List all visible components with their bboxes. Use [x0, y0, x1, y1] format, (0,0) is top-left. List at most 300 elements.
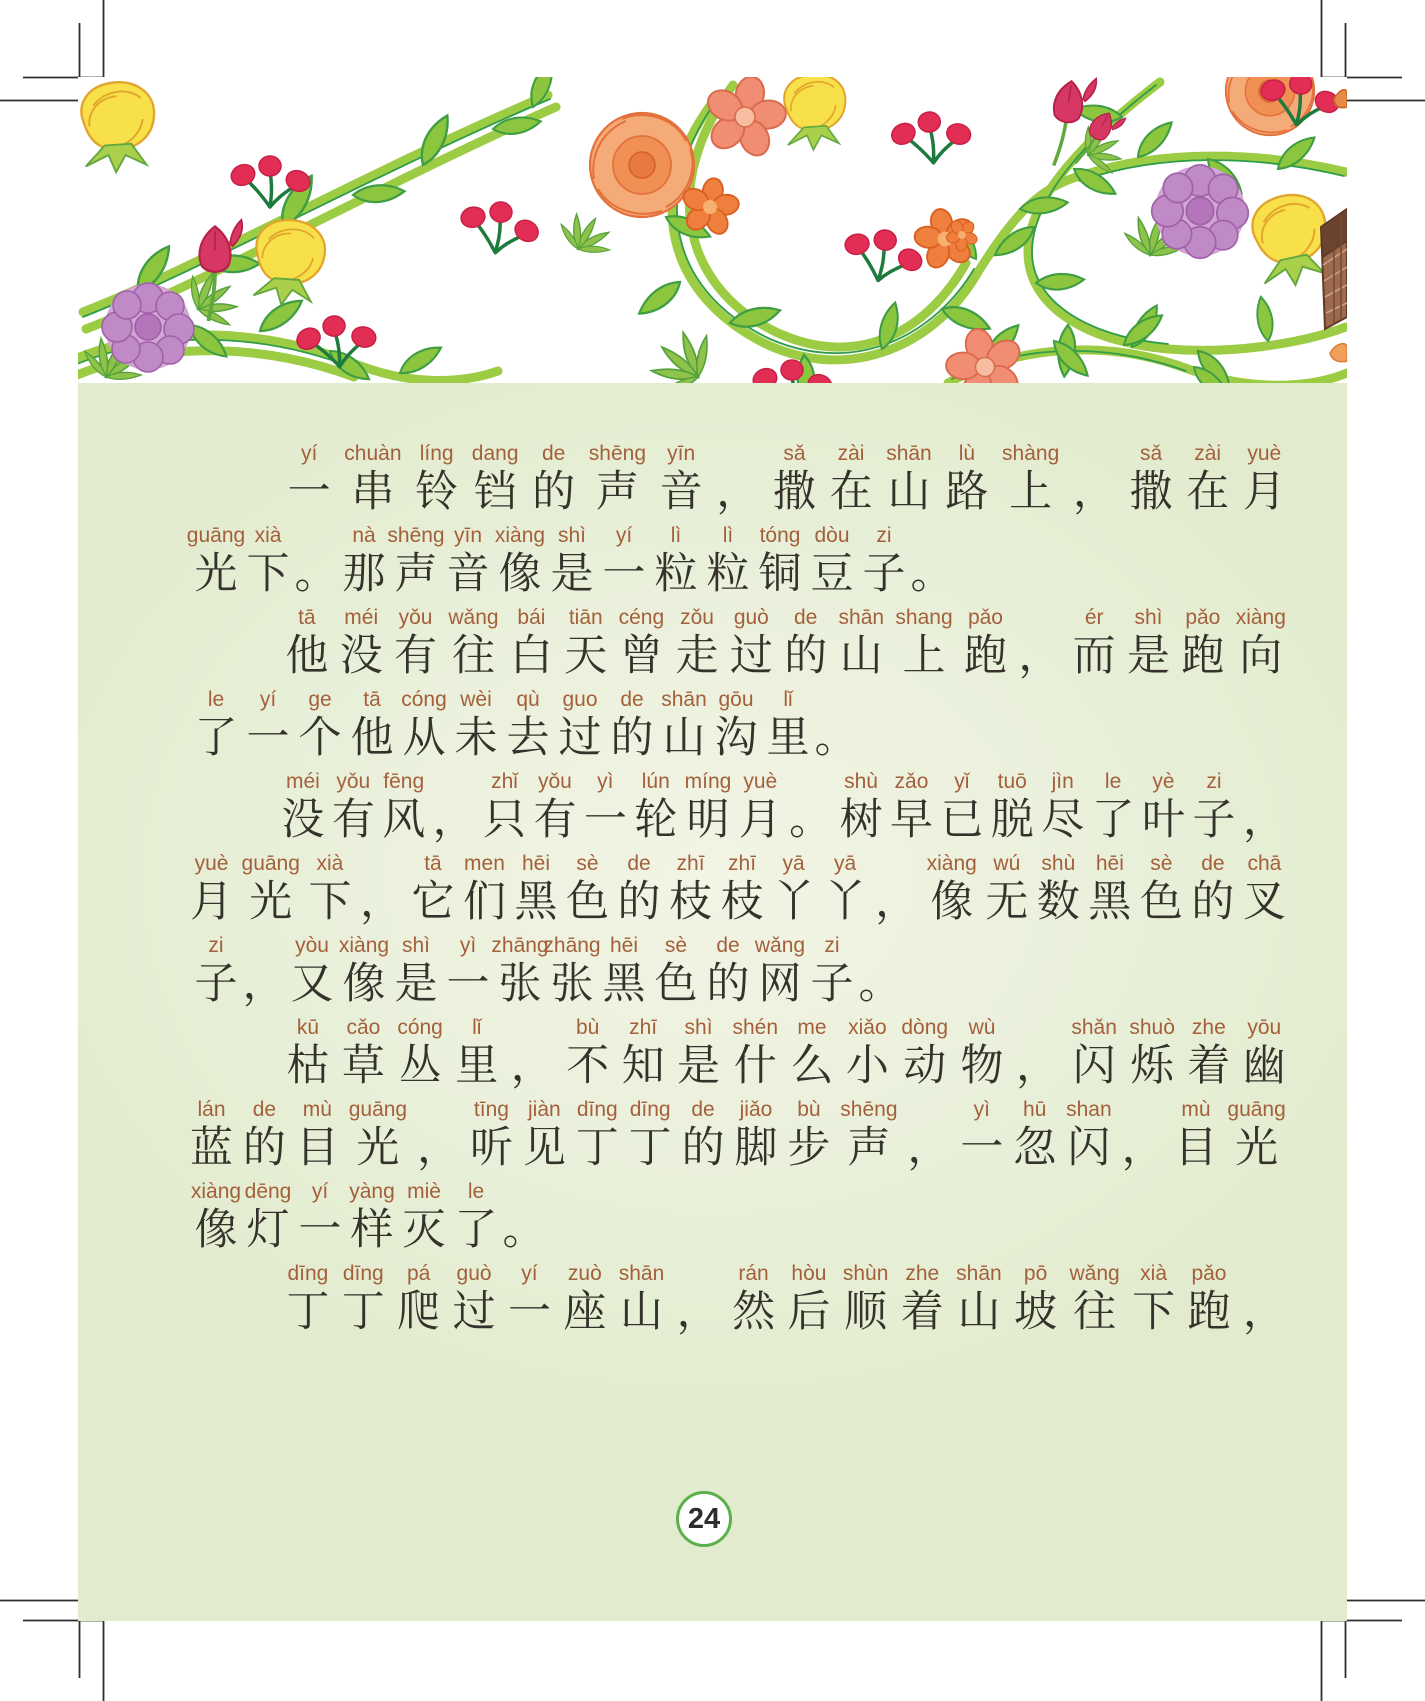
pinyin-text: pǎo [1191, 1262, 1227, 1285]
ruby-unit [682, 1097, 725, 1177]
hanzi-text: 。 [910, 551, 954, 598]
hanzi-text: 里 [766, 715, 810, 762]
pinyin-text: lù [958, 442, 976, 465]
ruby-unit [415, 441, 458, 521]
pinyin-text: shuò [1129, 1016, 1175, 1039]
pinyin-text: xiàng [190, 1180, 242, 1203]
pinyin-text: shì [401, 934, 430, 957]
hanzi-text: 子 [810, 961, 854, 1008]
hanzi-text: 蓝 [190, 1125, 233, 1172]
hanzi-text: 枝 [720, 879, 764, 926]
pinyin-text: de [1201, 852, 1225, 875]
pinyin-text: lì [722, 524, 734, 547]
hanzi-text: ， [242, 961, 286, 1008]
pinyin-text: tā [424, 852, 442, 875]
pinyin-text: shǎn [1071, 1016, 1117, 1039]
ruby-unit [840, 1097, 897, 1177]
text-row [190, 1259, 1286, 1341]
hanzi-text: 像 [194, 1207, 238, 1254]
hanzi-text: 样 [350, 1207, 394, 1254]
hanzi-text: 沟 [714, 715, 758, 762]
pinyin-text: guò [733, 606, 769, 629]
hanzi-text: 它 [411, 879, 455, 926]
hanzi-text: 串 [351, 469, 395, 516]
pinyin-text: rán [738, 1262, 769, 1285]
hanzi-text: 尽 [1041, 797, 1085, 844]
pinyin-text: shùn [842, 1262, 889, 1285]
pinyin-text: shān [838, 606, 885, 629]
hanzi-text: 了 [454, 1207, 498, 1254]
ruby-unit [830, 441, 873, 521]
hanzi-text: 了 [194, 715, 238, 762]
hanzi-text: 子 [1192, 797, 1236, 844]
pinyin-text: gōu [718, 688, 754, 711]
pinyin-text: yā [834, 852, 857, 875]
pinyin-text: guò [456, 1262, 492, 1285]
ruby-unit [945, 441, 988, 521]
hanzi-text: 铛 [473, 469, 517, 516]
ruby-unit [806, 523, 858, 603]
hanzi-text: 丛 [398, 1043, 442, 1090]
hanzi-text: ， [1242, 1289, 1286, 1336]
hanzi-text: 上 [902, 633, 946, 680]
ruby-unit [190, 1179, 242, 1259]
hanzi-text: 一 [298, 1207, 342, 1254]
pinyin-text: dòu [814, 524, 850, 547]
hanzi-text: 的 [242, 1125, 286, 1172]
pinyin-text: guāng [1227, 1098, 1286, 1121]
ruby-unit [772, 851, 815, 931]
hanzi-text: 而 [1072, 633, 1116, 680]
hanzi-text: 灯 [246, 1207, 290, 1254]
hanzi-text: 里 [455, 1043, 499, 1090]
ruby-unit [242, 687, 294, 767]
pinyin-text: tā [298, 606, 316, 629]
ruby-unit [398, 687, 450, 767]
hanzi-text: 步 [787, 1125, 831, 1172]
pinyin-text: zhī [676, 852, 705, 875]
hanzi-text: 只 [483, 797, 527, 844]
pinyin-text: tīng [473, 1098, 509, 1121]
hanzi-text: 一 [960, 1125, 1004, 1172]
ruby-unit [677, 1261, 720, 1341]
ruby-unit [721, 851, 764, 931]
hanzi-text: 灭 [402, 1207, 446, 1254]
hanzi-text: 像 [342, 961, 386, 1008]
ruby-unit [676, 605, 719, 685]
hanzi-text: 一 [602, 551, 646, 598]
pinyin-text: shān [956, 1262, 1002, 1285]
ruby-unit [448, 605, 498, 685]
ruby-unit [242, 851, 300, 931]
ruby-unit [1243, 769, 1286, 849]
hanzi-text: 黑 [602, 961, 646, 1008]
pinyin-text: yí [521, 1262, 538, 1285]
hanzi-text: 草 [341, 1043, 385, 1090]
hanzi-text: 粒 [654, 551, 698, 598]
pinyin-text: cóng [397, 1016, 443, 1039]
ruby-unit [546, 523, 598, 603]
hanzi-text: ， [510, 1043, 554, 1090]
ruby-unit [1092, 769, 1135, 849]
ruby-unit [910, 523, 954, 603]
pinyin-text: pǎo [967, 606, 1003, 629]
hanzi-text: 是 [394, 961, 438, 1008]
pinyin-text: de [252, 1098, 277, 1121]
hanzi-text: 上 [1009, 469, 1053, 516]
ruby-unit [186, 523, 246, 603]
ruby-unit [901, 1261, 944, 1341]
ruby-unit [677, 1015, 720, 1095]
hanzi-text: 月 [190, 879, 233, 926]
ruby-unit [394, 605, 437, 685]
ruby-unit [1186, 441, 1229, 521]
hanzi-text: 往 [451, 633, 495, 680]
ruby-unit [732, 1261, 775, 1341]
hanzi-text: 什 [733, 1043, 777, 1090]
pinyin-text: qù [516, 688, 540, 711]
pinyin-text: lǐ [472, 1016, 482, 1039]
ruby-unit [294, 523, 338, 603]
pinyin-text: zǒu [680, 606, 714, 629]
hanzi-text: 的 [532, 469, 576, 516]
pinyin-text: pá [406, 1262, 431, 1285]
hanzi-text: 子 [862, 551, 906, 598]
ruby-unit [342, 1261, 385, 1341]
hanzi-text: 闪 [1072, 1043, 1116, 1090]
hanzi-text: 色 [566, 879, 610, 926]
ruby-unit [1073, 441, 1116, 521]
pinyin-text: sǎ [783, 442, 806, 465]
hanzi-text: ， [676, 1289, 720, 1336]
pinyin-text: dīng [287, 1262, 329, 1285]
pinyin-text: yè [1152, 770, 1175, 793]
text-row [190, 439, 1286, 521]
pinyin-text: wèi [460, 688, 492, 711]
ruby-unit [1243, 1261, 1286, 1341]
hanzi-text: 。 [294, 551, 338, 598]
hanzi-text: 丁 [341, 1289, 385, 1336]
pinyin-text: wǎng [754, 934, 806, 957]
text-row [190, 767, 1286, 849]
ruby-unit [491, 933, 549, 1013]
hanzi-text: 在 [1186, 469, 1230, 516]
hanzi-text: 一 [507, 1289, 551, 1336]
ruby-unit [1002, 441, 1059, 521]
ruby-unit [390, 933, 442, 1013]
ruby-unit [784, 605, 827, 685]
pinyin-text: guāng [241, 852, 300, 875]
page-number-badge [676, 1491, 732, 1547]
pinyin-text: jiǎo [739, 1098, 773, 1121]
ruby-unit [455, 1015, 498, 1095]
pinyin-text: yí [311, 1180, 329, 1203]
pinyin-text: bù [797, 1098, 821, 1121]
pinyin-text: shì [684, 1016, 713, 1039]
pinyin-text: de [620, 688, 644, 711]
pinyin-text: yì [597, 770, 614, 793]
hanzi-text: 是 [677, 1043, 721, 1090]
ruby-unit [342, 1015, 385, 1095]
ruby-unit [566, 1015, 609, 1095]
ruby-unit [294, 687, 346, 767]
pinyin-text: ér [1084, 606, 1104, 629]
pinyin-text: de [691, 1098, 715, 1121]
ruby-unit [532, 441, 575, 521]
ruby-unit [789, 769, 832, 849]
pinyin-text: zi [1206, 770, 1222, 793]
pinyin-text: lǐ [783, 688, 793, 711]
pinyin-text: hēi [609, 934, 639, 957]
ruby-unit [702, 523, 754, 603]
hanzi-text: 的 [681, 1125, 725, 1172]
pinyin-text: lán [197, 1098, 226, 1121]
ruby-unit [338, 933, 390, 1013]
pinyin-text: lún [641, 770, 670, 793]
hanzi-text: 有 [331, 797, 375, 844]
hanzi-text: ， [716, 469, 760, 516]
hanzi-text: 枝 [669, 879, 713, 926]
text-row [190, 1095, 1286, 1177]
ruby-unit [964, 605, 1007, 685]
hanzi-text: 过 [558, 715, 602, 762]
hanzi-text: 。 [858, 961, 902, 1008]
hanzi-text: 下 [1132, 1289, 1176, 1336]
ruby-unit [606, 687, 658, 767]
ruby-unit [387, 523, 445, 603]
hanzi-text: 声 [847, 1125, 891, 1172]
text-row [190, 685, 1286, 767]
pinyin-text: me [797, 1016, 827, 1039]
ruby-unit [589, 441, 646, 521]
hanzi-text: 豆 [810, 551, 854, 598]
hanzi-text: 下 [308, 879, 352, 926]
hanzi-text: ， [1121, 1125, 1165, 1172]
hanzi-text: 听 [469, 1125, 513, 1172]
hanzi-text: 铜 [758, 551, 802, 598]
ruby-unit [1070, 1261, 1120, 1341]
ruby-unit [190, 1097, 233, 1177]
hanzi-text: 。 [814, 715, 858, 762]
hanzi-text: ， [875, 879, 919, 926]
hanzi-text: 色 [654, 961, 698, 1008]
ruby-unit [890, 769, 933, 849]
hanzi-text: 光 [194, 551, 238, 598]
pinyin-text: yí [615, 524, 633, 547]
hanzi-text: 叶 [1142, 797, 1185, 844]
pinyin-text: chuàn [344, 442, 402, 465]
ruby-unit [1227, 1097, 1285, 1177]
ruby-unit [985, 851, 1028, 931]
ruby-unit [1066, 1097, 1112, 1177]
pinyin-text: de [541, 442, 566, 465]
pinyin-text: zhe [1191, 1016, 1226, 1039]
hanzi-text: ， [1018, 633, 1062, 680]
pinyin-text: nà [352, 524, 376, 547]
ruby-unit [660, 441, 703, 521]
hanzi-text: 那 [342, 551, 386, 598]
hanzi-text: 又 [290, 961, 334, 1008]
pinyin-text: sǎ [1139, 442, 1163, 465]
ruby-unit [1181, 605, 1224, 685]
ruby-unit [875, 851, 918, 931]
ruby-unit [618, 851, 661, 931]
hanzi-text: 山 [662, 715, 706, 762]
hanzi-text: 跑 [963, 633, 1007, 680]
hanzi-text: 数 [1036, 879, 1080, 926]
ruby-unit [991, 769, 1034, 849]
pinyin-text: le [1104, 770, 1122, 793]
hanzi-text: 叉 [1242, 879, 1286, 926]
pinyin-text: méi [285, 770, 320, 793]
hanzi-text: 撒 [772, 469, 816, 516]
hanzi-text: 丁 [628, 1125, 672, 1172]
hanzi-text: 光 [249, 879, 293, 926]
hanzi-text: 一 [446, 961, 490, 1008]
pinyin-text: kū [296, 1016, 320, 1039]
hanzi-text: 烁 [1130, 1043, 1174, 1090]
ruby-unit [787, 1097, 830, 1177]
pinyin-text: sè [1150, 852, 1173, 875]
hanzi-text: 去 [506, 715, 550, 762]
ruby-unit [650, 523, 702, 603]
ruby-unit [397, 1261, 440, 1341]
pinyin-text: hòu [791, 1262, 827, 1285]
ruby-unit [685, 769, 732, 849]
ruby-unit [349, 1097, 407, 1177]
hanzi-text: 网 [758, 961, 802, 1008]
hanzi-text: 山 [957, 1289, 1001, 1336]
pinyin-text: méi [344, 606, 379, 629]
ruby-unit [450, 687, 502, 767]
ruby-unit [732, 1015, 778, 1095]
hanzi-text: 知 [621, 1043, 665, 1090]
ruby-unit [340, 605, 383, 685]
ruby-unit [554, 687, 606, 767]
pinyin-text: xià [316, 852, 344, 875]
pinyin-text: de [794, 606, 818, 629]
pinyin-text: zài [1194, 442, 1222, 465]
ruby-unit [543, 933, 601, 1013]
ruby-unit [576, 1097, 619, 1177]
ruby-unit [417, 1097, 460, 1177]
hanzi-text: 山 [620, 1289, 663, 1336]
ruby-unit [773, 441, 816, 521]
hanzi-text: 明 [686, 797, 730, 844]
hanzi-text: 色 [1139, 879, 1183, 926]
pinyin-text: cóng [401, 688, 447, 711]
hanzi-text: 么 [790, 1043, 834, 1090]
hanzi-text: 目 [1174, 1125, 1218, 1172]
hanzi-text: 早 [889, 797, 933, 844]
ruby-unit [1243, 441, 1286, 521]
pinyin-text: guo [562, 688, 598, 711]
ruby-unit [1140, 851, 1183, 931]
pinyin-text: tā [363, 688, 381, 711]
ruby-unit [523, 1097, 566, 1177]
ruby-unit [502, 687, 554, 767]
hanzi-text: 枯 [286, 1043, 330, 1090]
pinyin-text: miè [407, 1180, 441, 1203]
ruby-unit [1127, 605, 1170, 685]
hanzi-text: 月 [738, 797, 782, 844]
pinyin-text: yí [300, 442, 318, 465]
ruby-unit [839, 605, 885, 685]
ruby-unit [824, 851, 867, 931]
hanzi-text: 山 [839, 633, 883, 680]
pinyin-text: tuō [997, 770, 1027, 793]
pinyin-text: shān [886, 442, 932, 465]
pinyin-text: shan [1066, 1098, 1112, 1121]
ruby-unit [502, 1179, 546, 1259]
ruby-unit [286, 1261, 329, 1341]
ruby-unit [1122, 1097, 1165, 1177]
pinyin-text: shēng [588, 442, 646, 465]
pinyin-text: tiān [568, 606, 603, 629]
hanzi-text: 天 [564, 633, 608, 680]
hanzi-text: 树 [839, 797, 883, 844]
hanzi-text: 他 [350, 715, 394, 762]
hanzi-text: 从 [402, 715, 446, 762]
pinyin-text: yí [259, 688, 277, 711]
hanzi-text: 黑 [1088, 879, 1132, 926]
ruby-unit [598, 523, 650, 603]
hanzi-text: 。 [502, 1207, 546, 1254]
hanzi-text: 一 [287, 469, 331, 516]
pinyin-text: jìn [1051, 770, 1074, 793]
ruby-unit [710, 687, 762, 767]
hanzi-text: 的 [1191, 879, 1235, 926]
hanzi-text: 物 [960, 1043, 1004, 1090]
pinyin-text: shang [895, 606, 953, 629]
hanzi-text: 张 [550, 961, 594, 1008]
hanzi-text: ， [432, 797, 476, 844]
ruby-unit [598, 933, 650, 1013]
ruby-unit [285, 605, 328, 685]
ruby-unit [1041, 769, 1084, 849]
hanzi-text: 。 [789, 797, 833, 844]
pinyin-text: le [207, 688, 225, 711]
pinyin-text: men [464, 852, 505, 875]
pinyin-text: míng [684, 770, 732, 793]
pinyin-text: xiǎo [848, 1016, 887, 1039]
pinyin-text: hēi [521, 852, 551, 875]
hanzi-text: 声 [394, 551, 438, 598]
hanzi-text: 光 [356, 1125, 400, 1172]
hanzi-text: 张 [498, 961, 542, 1008]
ruby-unit [843, 1261, 889, 1341]
ruby-unit [1187, 1261, 1230, 1341]
hanzi-text: 音 [446, 551, 490, 598]
ruby-unit [814, 687, 858, 767]
pinyin-text: sè [576, 852, 599, 875]
ruby-unit [190, 851, 233, 931]
hanzi-text: 丫 [823, 879, 867, 926]
hanzi-text: 脚 [734, 1125, 778, 1172]
hanzi-text: 后 [787, 1289, 831, 1336]
ruby-unit [1130, 441, 1173, 521]
pinyin-text: wù [968, 1016, 996, 1039]
hanzi-text: 坡 [1014, 1289, 1058, 1336]
hanzi-text: 他 [285, 633, 329, 680]
hanzi-text: 的 [706, 961, 750, 1008]
pinyin-text: zhǐ [491, 770, 518, 793]
ruby-unit [1014, 1261, 1057, 1341]
pinyin-text: xiàng [1235, 606, 1286, 629]
pinyin-text: zi [876, 524, 892, 547]
ruby-unit [907, 1097, 950, 1177]
hanzi-text: 向 [1239, 633, 1283, 680]
